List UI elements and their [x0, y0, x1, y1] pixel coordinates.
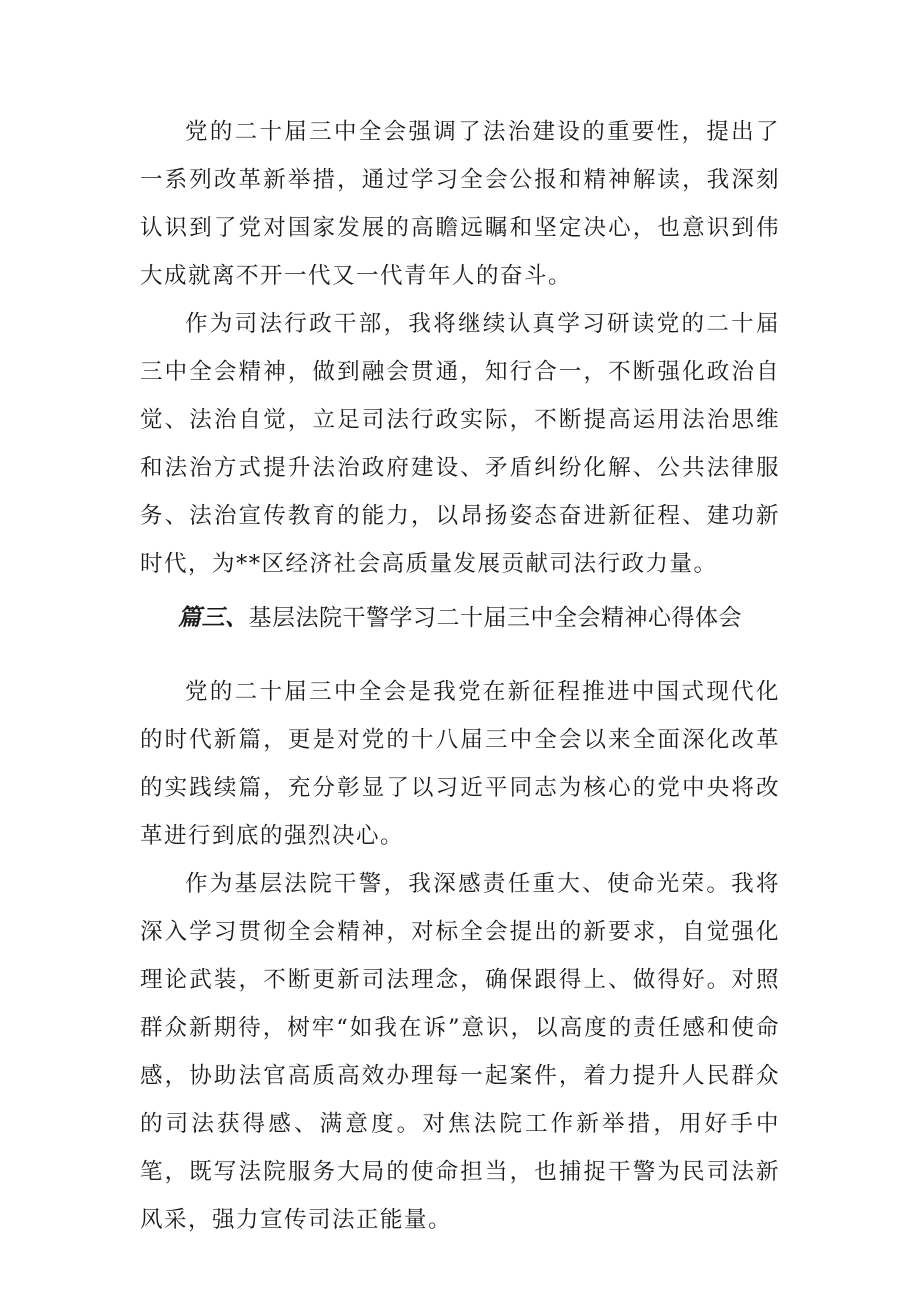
section-a-body [140, 108, 780, 588]
section-title: 基层法院干警学习二十届三中全会精神心得体会 [248, 605, 742, 631]
paragraph: 党的二十届三中全会是我党在新征程推进中国式现代化的时代新篇，更是对党的十八届三中全会以来全面深化改革的实践续篇，充分彰显了以习近平同志为核心的党中央将改革进行到底的强烈决心。 [140, 679, 780, 849]
section-b-body [140, 668, 780, 1244]
section-heading [0, 594, 920, 642]
section-number: 篇三、 [178, 605, 249, 631]
paragraph: 作为司法行政干部，我将继续认真学习研读党的二十届三中全会精神，做到融会贯通，知行合一，不断强化政治自觉、法治自觉，立足司法行政实际，不断提高运用法治思维和法治方式提升法治政府建设、矛盾纠纷化解、公共法律服务、法治宣传教育的能力，以昂扬姿态奋进新征程、建功新时代，为**区经济社会高质量发展贡献司法行政力量。 [140, 311, 780, 577]
paragraph: 作为基层法院干警，我深感责任重大、使命光荣。我将深入学习贯彻全会精神，对标全会提出的新要求，自觉强化理论武装，不断更新司法理念，确保跟得上、做得好。对照群众新期待，树牢“如我在诉”意识，以高度的责任感和使命感，协助法官高质高效办理每一起案件，着力提升人民群众的司法获得感、满意度。对焦法院工作新举措，用好手中笔，既写法院服务大局的使命担当，也捕捉干警为民司法新风采，强力宣传司法正能量。 [140, 871, 780, 1233]
paragraph: 党的二十届三中全会强调了法治建设的重要性，提出了一系列改革新举措，通过学习全会公报和精神解读，我深刻认识到了党对国家发展的高瞻远瞩和坚定决心，也意识到伟大成就离不开一代又一代青年人的奋斗。 [140, 119, 780, 289]
